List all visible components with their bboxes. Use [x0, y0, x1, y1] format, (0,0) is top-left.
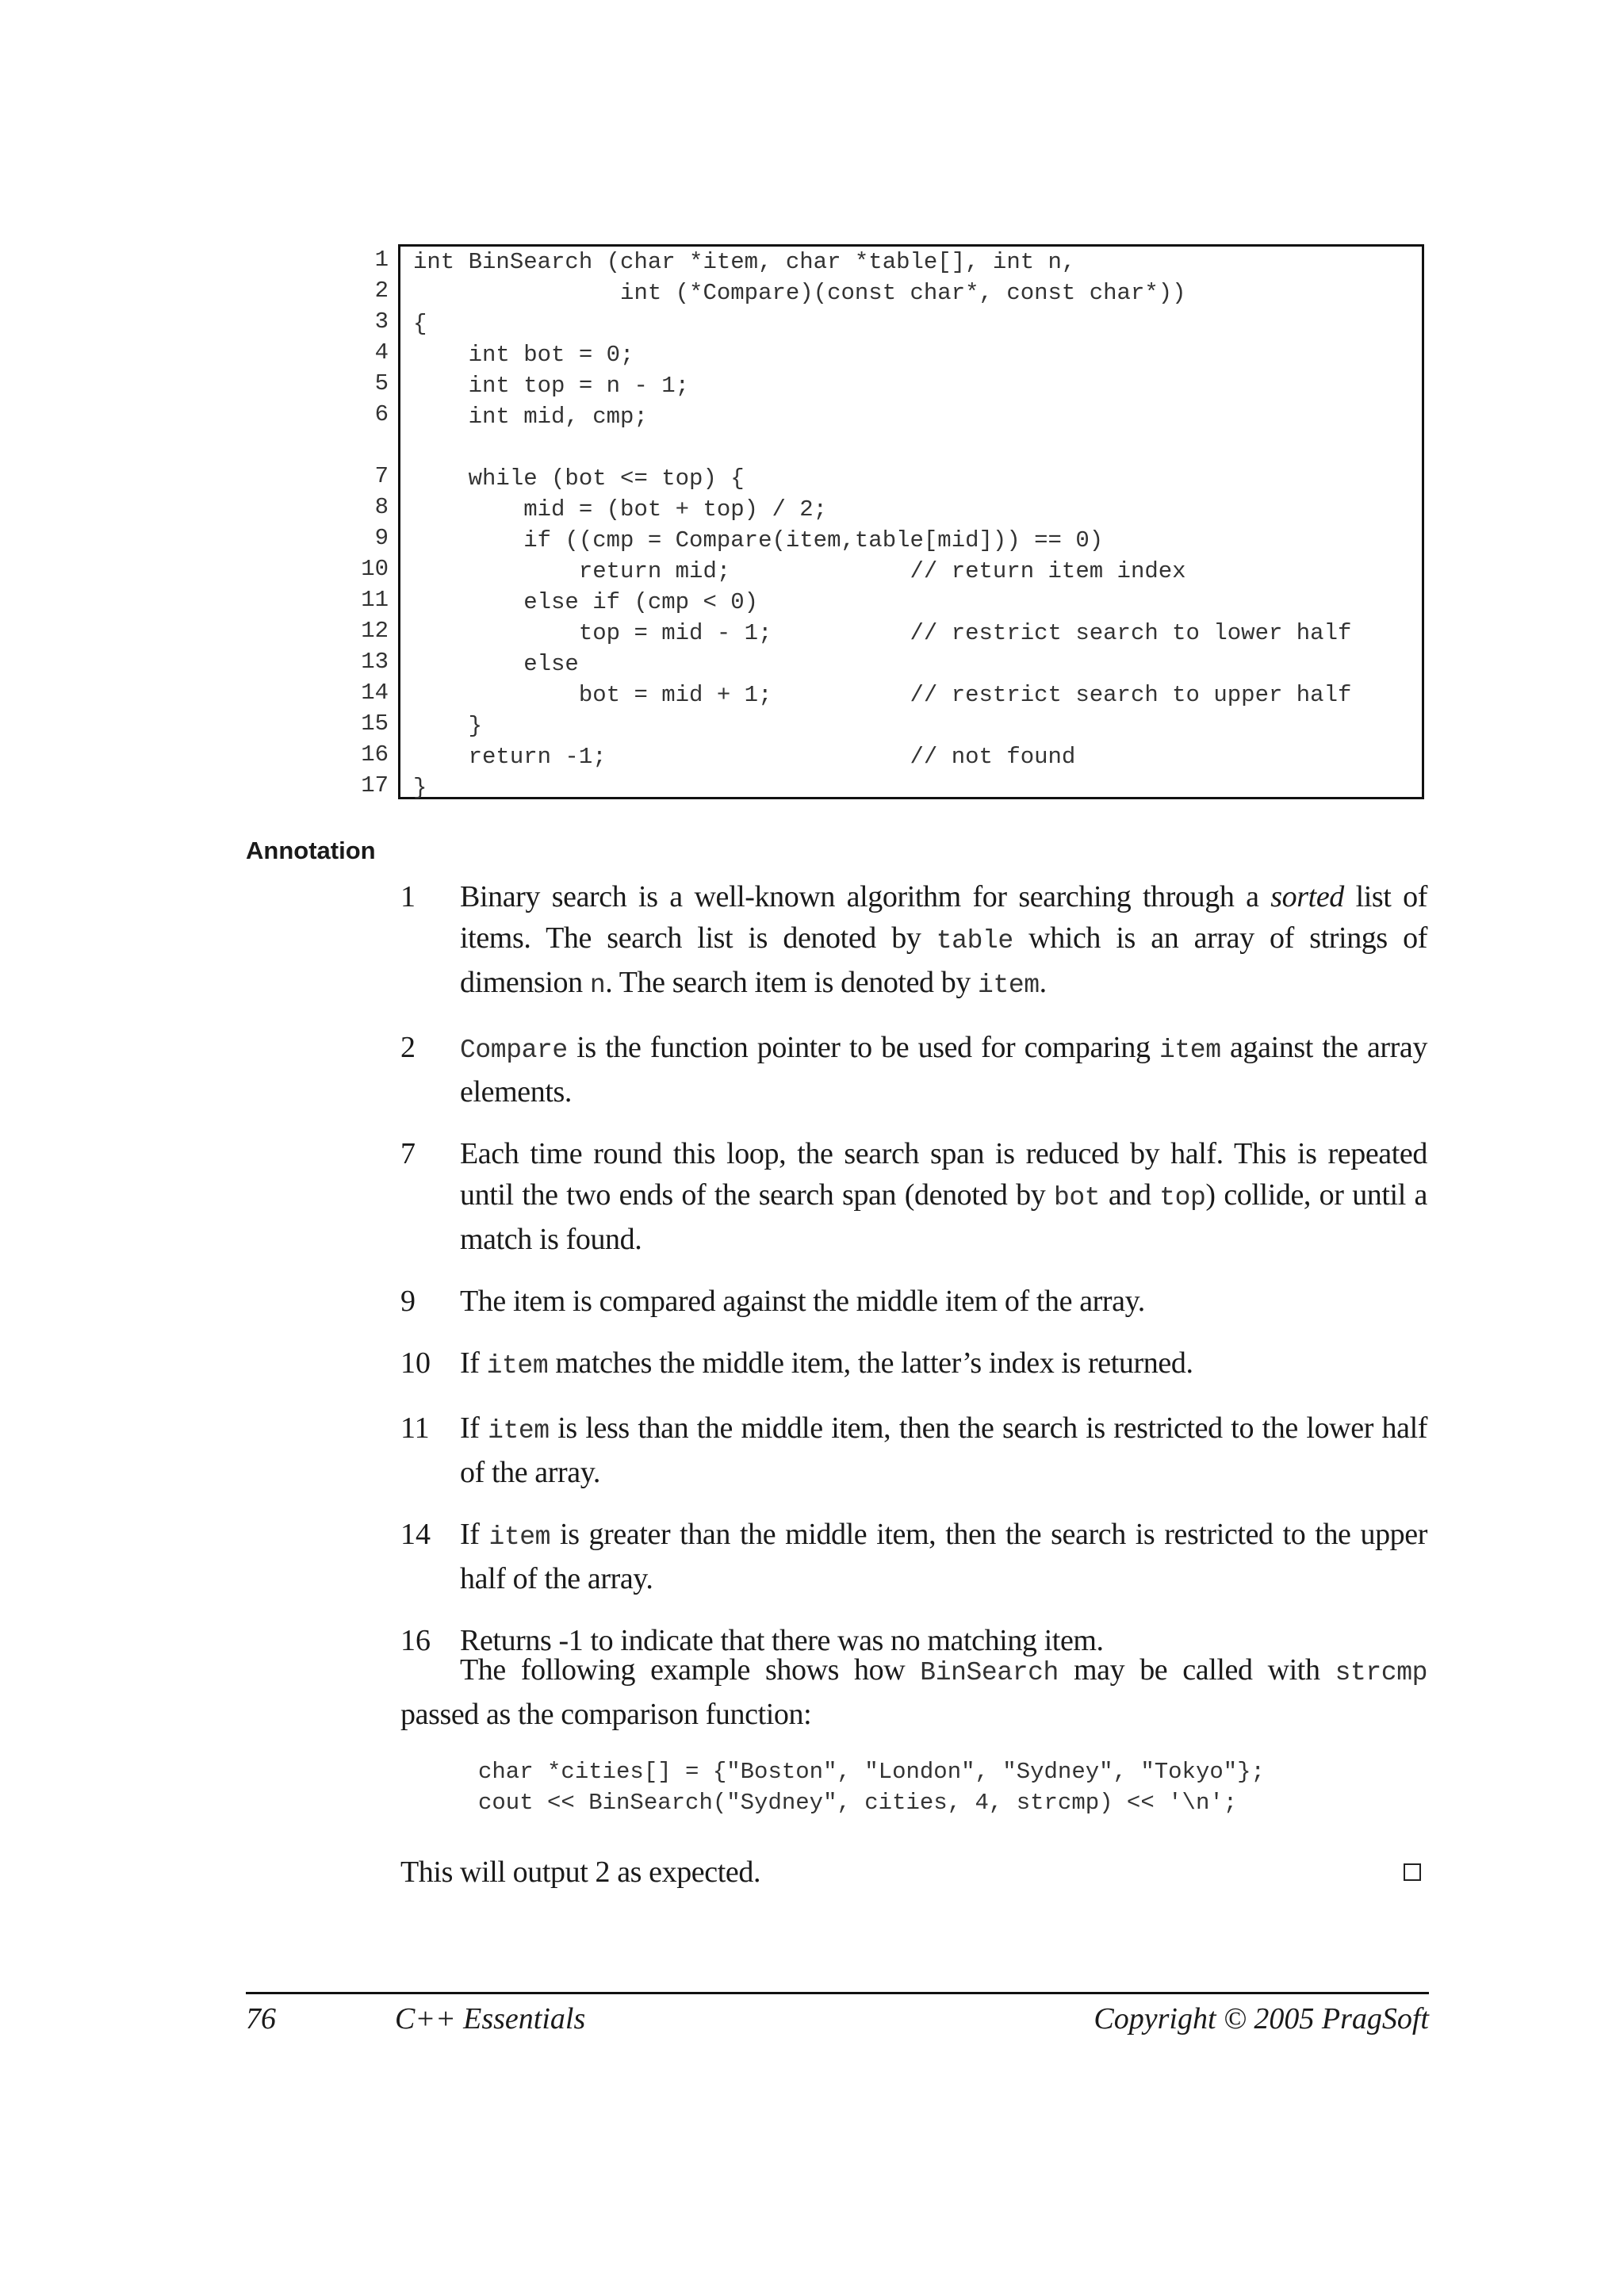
note-number: 1 — [400, 880, 416, 913]
note-number: 14 — [400, 1518, 431, 1551]
line-number: 4 — [374, 339, 389, 366]
line-number: 10 — [361, 556, 389, 582]
note-text: If item is less than the middle item, then the search is restricted to the lower half of the array. — [460, 1411, 1427, 1489]
note-number: 2 — [400, 1031, 416, 1064]
line-number: 14 — [361, 680, 389, 706]
line-number: 8 — [374, 494, 389, 520]
annotation-note — [400, 1407, 1427, 1493]
code-block: int BinSearch (char *item, char *table[], int n, int (*Compare)(const char*, const char*)) { int bot = 0; int top = n - 1; int mid, cmp; while (bot <= top) { mid = (bot + top) / 2; if ((cmp = Compare(item,table[mid])) == 0) return mid; // return item index else if (cmp < 0) top = mid - 1; // restrict search to lower half else bot = mid + 1; // restrict search to upper half } return -1; // not found } — [413, 249, 1352, 801]
page-number: 76 — [246, 2002, 276, 2035]
note-text: If item matches the middle item, the latter’s index is returned. — [460, 1346, 1193, 1381]
closing-paragraph: The following example shows how BinSearch may be called with strcmp passed as the comparison function: — [400, 1653, 1427, 1731]
note-number: 9 — [400, 1285, 416, 1318]
note-number: 16 — [400, 1624, 431, 1657]
end-of-example-square-icon — [1404, 1863, 1421, 1881]
note-number: 11 — [400, 1411, 430, 1445]
line-number: 11 — [361, 587, 389, 613]
annotation-note — [400, 1281, 1427, 1322]
line-number: 9 — [374, 525, 389, 551]
book-title: C++ Essentials — [395, 2002, 586, 2035]
line-number: 12 — [361, 618, 389, 644]
code-box — [398, 244, 1424, 799]
line-number: 1 — [374, 247, 389, 273]
note-text: The item is compared against the middle item of the array. — [460, 1285, 1145, 1318]
line-number: 16 — [361, 741, 389, 768]
annotation-list — [400, 876, 1427, 1682]
line-number: 6 — [374, 401, 389, 427]
line-number: 7 — [374, 463, 389, 489]
line-number-gap — [333, 430, 389, 461]
footer-rule — [246, 1992, 1429, 1994]
line-number: 2 — [374, 278, 389, 304]
note-text: Returns -1 to indicate that there was no matching item. — [460, 1624, 1104, 1657]
line-number: 5 — [374, 370, 389, 396]
annotation-note — [400, 1514, 1427, 1599]
note-text: Binary search is a well-known algorithm for searching through a sorted list of items. The search list is denoted by table which is an array of strings of dimension n. The search item is denoted by item. — [460, 880, 1427, 1000]
note-text: Each time round this loop, the search span is reduced by half. This is repeated until the two ends of the search span (denoted by bot and top) collide, or until a match is found. — [460, 1137, 1427, 1256]
line-number: 15 — [361, 710, 389, 737]
note-text: Compare is the function pointer to be used for comparing item against the array elements. — [460, 1031, 1427, 1109]
line-number: 17 — [361, 772, 389, 798]
annotation-note — [400, 1133, 1427, 1260]
note-number: 7 — [400, 1137, 416, 1170]
annotation-heading: Annotation — [246, 837, 376, 864]
line-numbers — [333, 244, 389, 801]
copyright-notice: Copyright © 2005 PragSoft — [1094, 2002, 1429, 2035]
note-text: If item is greater than the middle item, then the search is restricted to the upper half of the array. — [460, 1518, 1427, 1595]
annotation-note — [400, 1027, 1427, 1113]
annotation-note — [400, 876, 1427, 1006]
note-number: 10 — [400, 1346, 431, 1380]
annotation-note — [400, 1342, 1427, 1387]
line-number: 13 — [361, 649, 389, 675]
example-code-block: char *cities[] = {"Boston", "London", "Sydney", "Tokyo"}; cout << BinSearch("Sydney", cities, 4, strcmp) << '\n'; — [478, 1759, 1265, 1816]
line-number: 3 — [374, 308, 389, 335]
result-text: This will output 2 as expected. — [400, 1855, 761, 1889]
